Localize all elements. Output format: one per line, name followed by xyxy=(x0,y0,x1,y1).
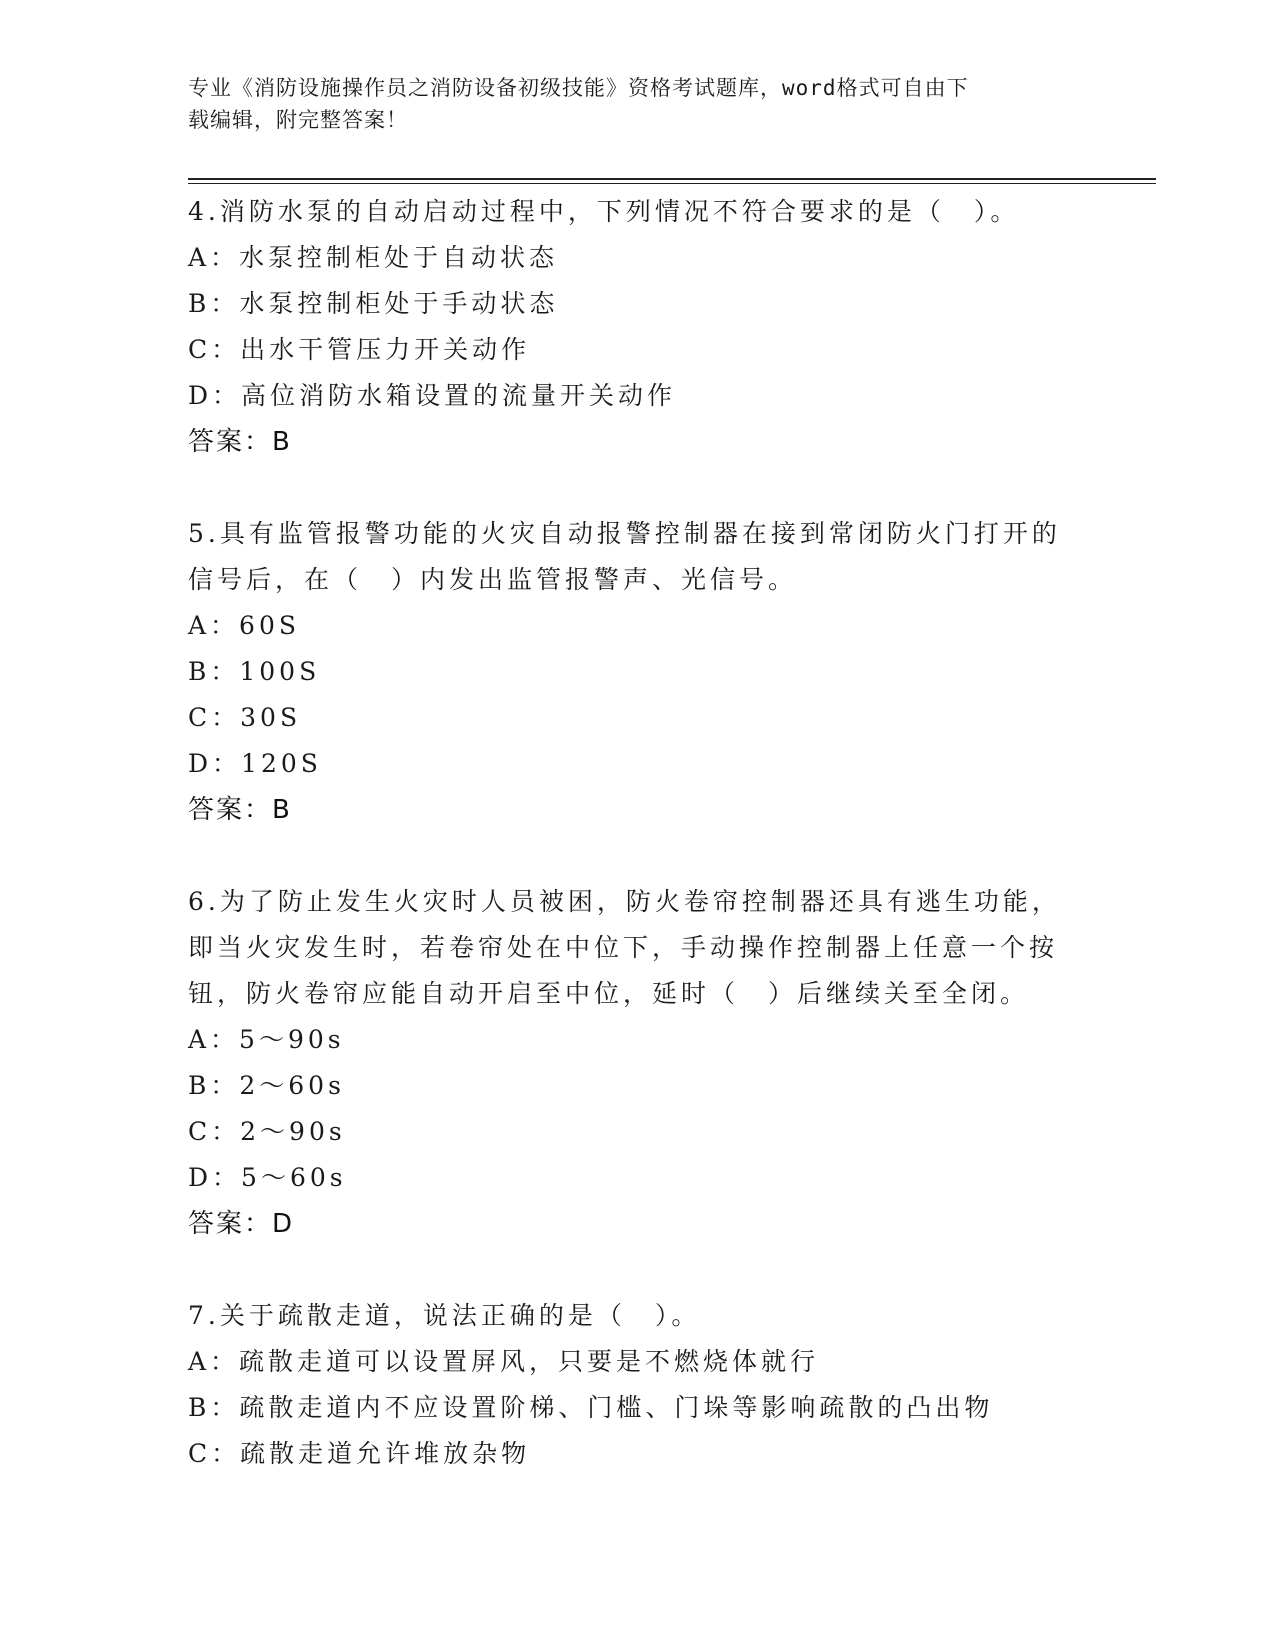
option-d: D：高位消防水箱设置的流量开关动作 xyxy=(188,381,677,410)
question-gap xyxy=(188,833,1088,879)
question-stem: 即当火灾发生时，若卷帘处在中位下，手动操作控制器上任意一个按 xyxy=(188,933,1059,962)
option-c: C：2～90s xyxy=(188,1117,346,1146)
question-6 xyxy=(188,879,1088,1247)
question-stem: 5.具有监管报警功能的火灾自动报警控制器在接到常闭防火门打开的 xyxy=(188,519,1061,548)
header-divider-thick xyxy=(188,178,1156,180)
answer-label: 答案：B xyxy=(188,427,292,457)
option-d: D：5～60s xyxy=(188,1163,347,1192)
option-a: A：水泵控制柜处于自动状态 xyxy=(188,243,559,272)
option-a: A：5～90s xyxy=(188,1025,345,1054)
option-a: A：疏散走道可以设置屏风，只要是不燃烧体就行 xyxy=(188,1347,820,1376)
header-line-1: 专业《消防设施操作员之消防设备初级技能》资格考试题库，word格式可自由下 xyxy=(188,76,969,100)
question-4 xyxy=(188,189,1088,465)
option-b: B：疏散走道内不应设置阶梯、门槛、门垛等影响疏散的凸出物 xyxy=(188,1393,994,1422)
answer-label: 答案：B xyxy=(188,795,292,825)
question-gap xyxy=(188,1247,1088,1293)
option-b: B：水泵控制柜处于手动状态 xyxy=(188,289,559,318)
question-list xyxy=(188,189,1088,1477)
answer-label: 答案：D xyxy=(188,1209,295,1239)
option-b: B：100S xyxy=(188,657,321,686)
question-7 xyxy=(188,1293,1088,1477)
option-c: C：出水干管压力开关动作 xyxy=(188,335,531,364)
question-stem: 信号后，在（ ）内发出监管报警声、光信号。 xyxy=(188,565,798,594)
option-a: A：60S xyxy=(188,611,300,640)
question-stem: 4.消防水泵的自动启动过程中，下列情况不符合要求的是（ ）。 xyxy=(188,197,1020,226)
question-5 xyxy=(188,511,1088,833)
question-stem: 钮，防火卷帘应能自动开启至中位，延时（ ）后继续关至全闭。 xyxy=(188,979,1030,1008)
option-d: D：120S xyxy=(188,749,322,778)
question-stem: 7.关于疏散走道，说法正确的是（ ）。 xyxy=(188,1301,701,1330)
option-b: B：2～60s xyxy=(188,1071,345,1100)
option-c: C：30S xyxy=(188,703,302,732)
header-divider-thin xyxy=(188,183,1156,184)
question-gap xyxy=(188,465,1088,511)
header-line-2: 载编辑，附完整答案！ xyxy=(188,108,408,132)
document-header xyxy=(188,72,1088,136)
question-stem: 6.为了防止发生火灾时人员被困，防火卷帘控制器还具有逃生功能， xyxy=(188,887,1061,916)
option-c: C：疏散走道允许堆放杂物 xyxy=(188,1439,531,1468)
